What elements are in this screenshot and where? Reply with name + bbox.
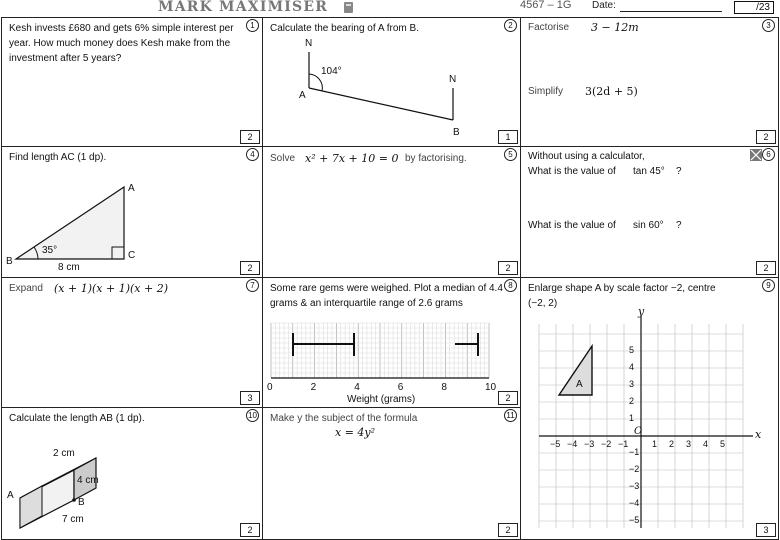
question-5-cell [262, 146, 521, 278]
expand-label: Expand [9, 283, 43, 294]
top-length-label: 2 cm [53, 448, 75, 459]
question-4-text: Find length AC (1 dp). [9, 152, 107, 163]
marks-box-4: 2 [240, 261, 260, 275]
question-10-cell [1, 407, 263, 540]
marks-box-1: 2 [240, 130, 260, 144]
marks-box-10: 2 [240, 523, 260, 537]
question-10-text: Calculate the length AB (1 dp). [9, 413, 145, 424]
marks-box-3: 2 [756, 130, 776, 144]
x-tick-label: 0 [267, 382, 273, 393]
side-length-label: 4 cm [77, 475, 99, 486]
base-length-label: 8 cm [58, 262, 80, 273]
calculator-icon [344, 2, 353, 13]
vertex-b-label: B [6, 256, 13, 267]
bearing-diagram [263, 18, 521, 147]
question-1-text: Kesh invests £680 and gets 6% simple interest per year. How much money does Kesh make from the investment after 5 years? [9, 23, 234, 64]
x-axis-label: Weight (grams) [347, 394, 416, 405]
x-tick-label: −4 [567, 439, 578, 449]
point-a-label: A [299, 90, 306, 101]
y-tick-label: −1 [629, 447, 640, 457]
question-9-text: Enlarge shape A by scale factor −2, centre (−2, 2) [528, 283, 716, 309]
cuboid-diagram [2, 408, 263, 540]
question-8-text: Some rare gems were weighed. Plot a median of 4.4 grams & an interquartile range of 2.6 grams [270, 283, 503, 309]
question-9-cell [520, 277, 779, 540]
coordinate-grid [521, 278, 779, 540]
x-tick-label: 8 [441, 382, 447, 393]
simplify-expression: 3(2d + 5) [585, 85, 638, 98]
header-bar [0, 0, 780, 17]
north-label-a: N [305, 38, 313, 49]
triangle-abc [16, 187, 124, 259]
sin-expression: sin 60° [633, 220, 664, 231]
question-number-4: 4 [246, 148, 259, 161]
value-question-2: What is the value of [528, 220, 616, 231]
question-grid [0, 17, 780, 540]
marks-box-6: 2 [756, 261, 776, 275]
x-tick-label: 10 [485, 382, 497, 393]
factorise-label: Factorise [528, 22, 570, 33]
marks-box-11: 2 [498, 523, 518, 537]
vertex-c-label: C [128, 250, 136, 261]
question-number-5: 5 [504, 148, 517, 161]
x-tick-label: 4 [703, 439, 709, 449]
x-tick-label: −1 [618, 439, 629, 449]
marks-box-5: 2 [498, 261, 518, 275]
question-mark-2: ? [676, 220, 682, 231]
y-tick-label: 3 [629, 379, 635, 389]
y-tick-label: 2 [629, 396, 635, 406]
solve-label: Solve [270, 153, 296, 164]
x-tick-label: 2 [669, 439, 675, 449]
question-mark-1: ? [676, 166, 682, 177]
x-tick-label: −5 [550, 439, 561, 449]
point-b-dot [72, 498, 76, 502]
segment-ab [309, 88, 453, 120]
marks-box-2: 1 [498, 130, 518, 144]
x-tick-label: 2 [310, 382, 317, 393]
x-tick-label: 3 [686, 439, 692, 449]
y-tick-label: 1 [629, 413, 635, 423]
question-number-10: 10 [246, 409, 259, 422]
x-tick-label: 4 [354, 382, 360, 393]
y-tick-label: −4 [629, 498, 640, 508]
x-tick-label: 5 [720, 439, 726, 449]
y-tick-label: −5 [629, 515, 640, 525]
marks-box-9: 3 [756, 523, 776, 537]
cuboid-end-face [20, 486, 42, 528]
question-number-11: 11 [504, 409, 517, 422]
y-tick-label: −2 [629, 464, 640, 474]
x-tick-label: 6 [397, 382, 404, 393]
expand-expression: (x + 1)(x + 1)(x + 2) [54, 282, 168, 295]
point-b-label: B [453, 127, 460, 138]
x-tick-label: −2 [601, 439, 612, 449]
x-tick-label: 1 [652, 439, 658, 449]
y-tick-label: −3 [629, 481, 640, 491]
question-number-6: 6 [762, 148, 775, 161]
quadratic-expression: x² + 7x + 10 = 0 [305, 152, 399, 165]
value-question-1: What is the value of [528, 166, 616, 177]
question-4-cell [1, 146, 263, 278]
north-label-b: N [449, 74, 457, 85]
marks-box-7: 3 [240, 391, 260, 405]
angle-label: 104° [321, 66, 342, 77]
no-calculator-icon [750, 149, 762, 161]
question-2-cell [262, 17, 521, 147]
point-a-label: A [7, 490, 14, 501]
question-number-1: 1 [246, 19, 259, 32]
y-tick-label: 4 [629, 362, 635, 372]
question-1-cell [1, 17, 263, 147]
factorise-expression: 3 − 12m [591, 21, 639, 34]
x-tick-label: −3 [584, 439, 595, 449]
question-11-text: Make y the subject of the formula [270, 413, 418, 424]
question-6-cell [520, 146, 779, 278]
shape-a-label: A [576, 379, 583, 390]
question-11-cell [262, 407, 521, 540]
date-label: Date: [592, 0, 616, 11]
brand-title: MARK MAXIMISER [158, 0, 329, 15]
box-plot-grid [263, 278, 521, 408]
tan-expression: tan 45° [633, 166, 665, 177]
question-number-9: 9 [762, 279, 775, 292]
marks-box-8: 2 [498, 391, 518, 405]
no-calculator-text: Without using a calculator, [528, 151, 645, 162]
y-tick-label: 5 [629, 345, 635, 355]
vertex-a-label: A [128, 183, 135, 194]
question-3-cell [520, 17, 779, 147]
date-line [620, 11, 722, 12]
bottom-length-label: 7 cm [62, 514, 84, 525]
question-number-8: 8 [504, 279, 517, 292]
y-axis-label: y [638, 305, 645, 318]
simplify-label: Simplify [528, 86, 564, 97]
question-number-7: 7 [246, 279, 259, 292]
question-number-2: 2 [504, 19, 517, 32]
total-score-box: /23 [734, 1, 774, 14]
x-axis-label: x [755, 428, 762, 441]
formula-expression: x = 4y² [335, 426, 376, 439]
by-factorising-label: by factorising. [405, 153, 467, 164]
worksheet-code: 4567 – 1G [520, 0, 572, 11]
question-8-cell [262, 277, 521, 408]
point-b-label: B [78, 497, 85, 508]
angle-label: 35° [42, 245, 58, 256]
question-2-text: Calculate the bearing of A from B. [270, 23, 419, 34]
question-7-cell [1, 277, 263, 408]
question-number-3: 3 [762, 19, 775, 32]
origin-label: O [634, 426, 643, 437]
